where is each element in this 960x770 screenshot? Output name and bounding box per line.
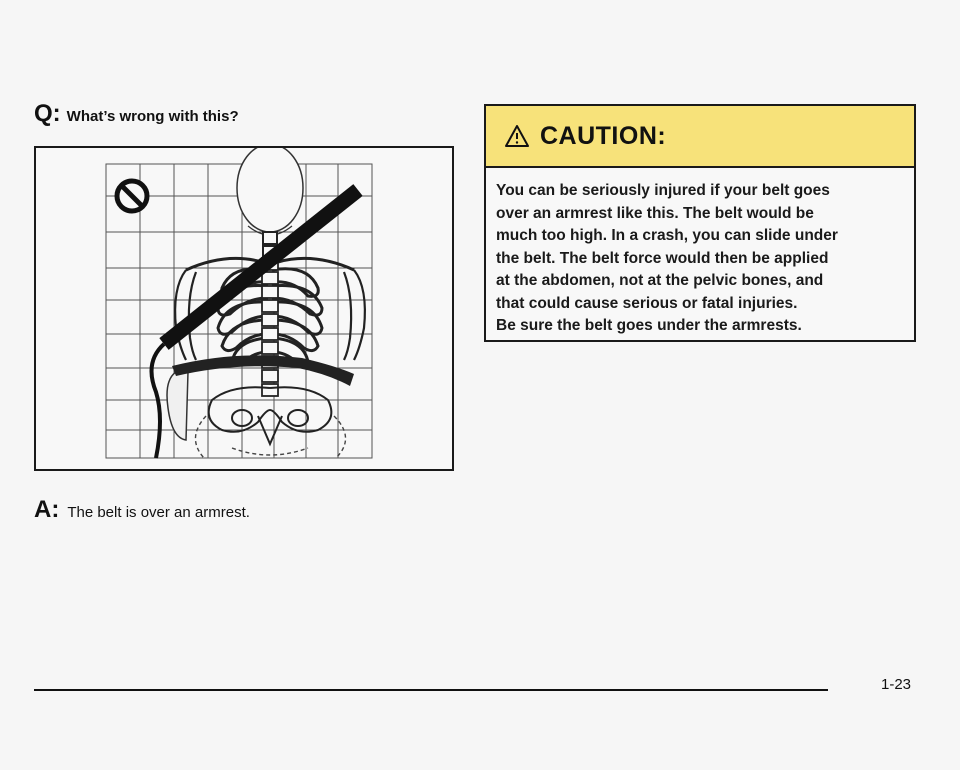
question-line <box>34 100 239 128</box>
page-number: 1-23 <box>881 676 912 693</box>
skeleton-figure <box>36 148 452 469</box>
caution-line: You can be seriously injured if your belt goes <box>496 182 830 199</box>
caution-line: Be sure the belt goes under the armrests. <box>496 317 802 334</box>
answer-label: A: <box>34 496 60 523</box>
caution-line: the belt. The belt force would then be applied <box>496 249 829 267</box>
caution-line: that could cause serious or fatal injuries. <box>496 294 798 312</box>
spine <box>262 258 278 396</box>
warning-triangle-icon <box>504 124 530 148</box>
caution-body <box>486 168 914 338</box>
belt-strap <box>152 344 165 458</box>
no-symbol-icon <box>117 181 147 211</box>
caution-title: CAUTION: <box>540 121 667 150</box>
caution-line: much too high. In a crash, you can slide under <box>496 227 838 244</box>
seatbelt-illustration <box>34 146 454 471</box>
answer-line <box>34 496 250 524</box>
answer-text: The belt is over an armrest. <box>67 504 250 521</box>
caution-line: over an armrest like this. The belt would be <box>496 204 814 222</box>
question-text: What’s wrong with this? <box>66 108 239 125</box>
question-label: Q: <box>34 100 61 127</box>
caution-header <box>486 106 914 168</box>
caution-box <box>484 104 916 342</box>
footer-divider <box>34 689 828 691</box>
caution-line: at the abdomen, not at the pelvic bones, and <box>496 272 824 289</box>
